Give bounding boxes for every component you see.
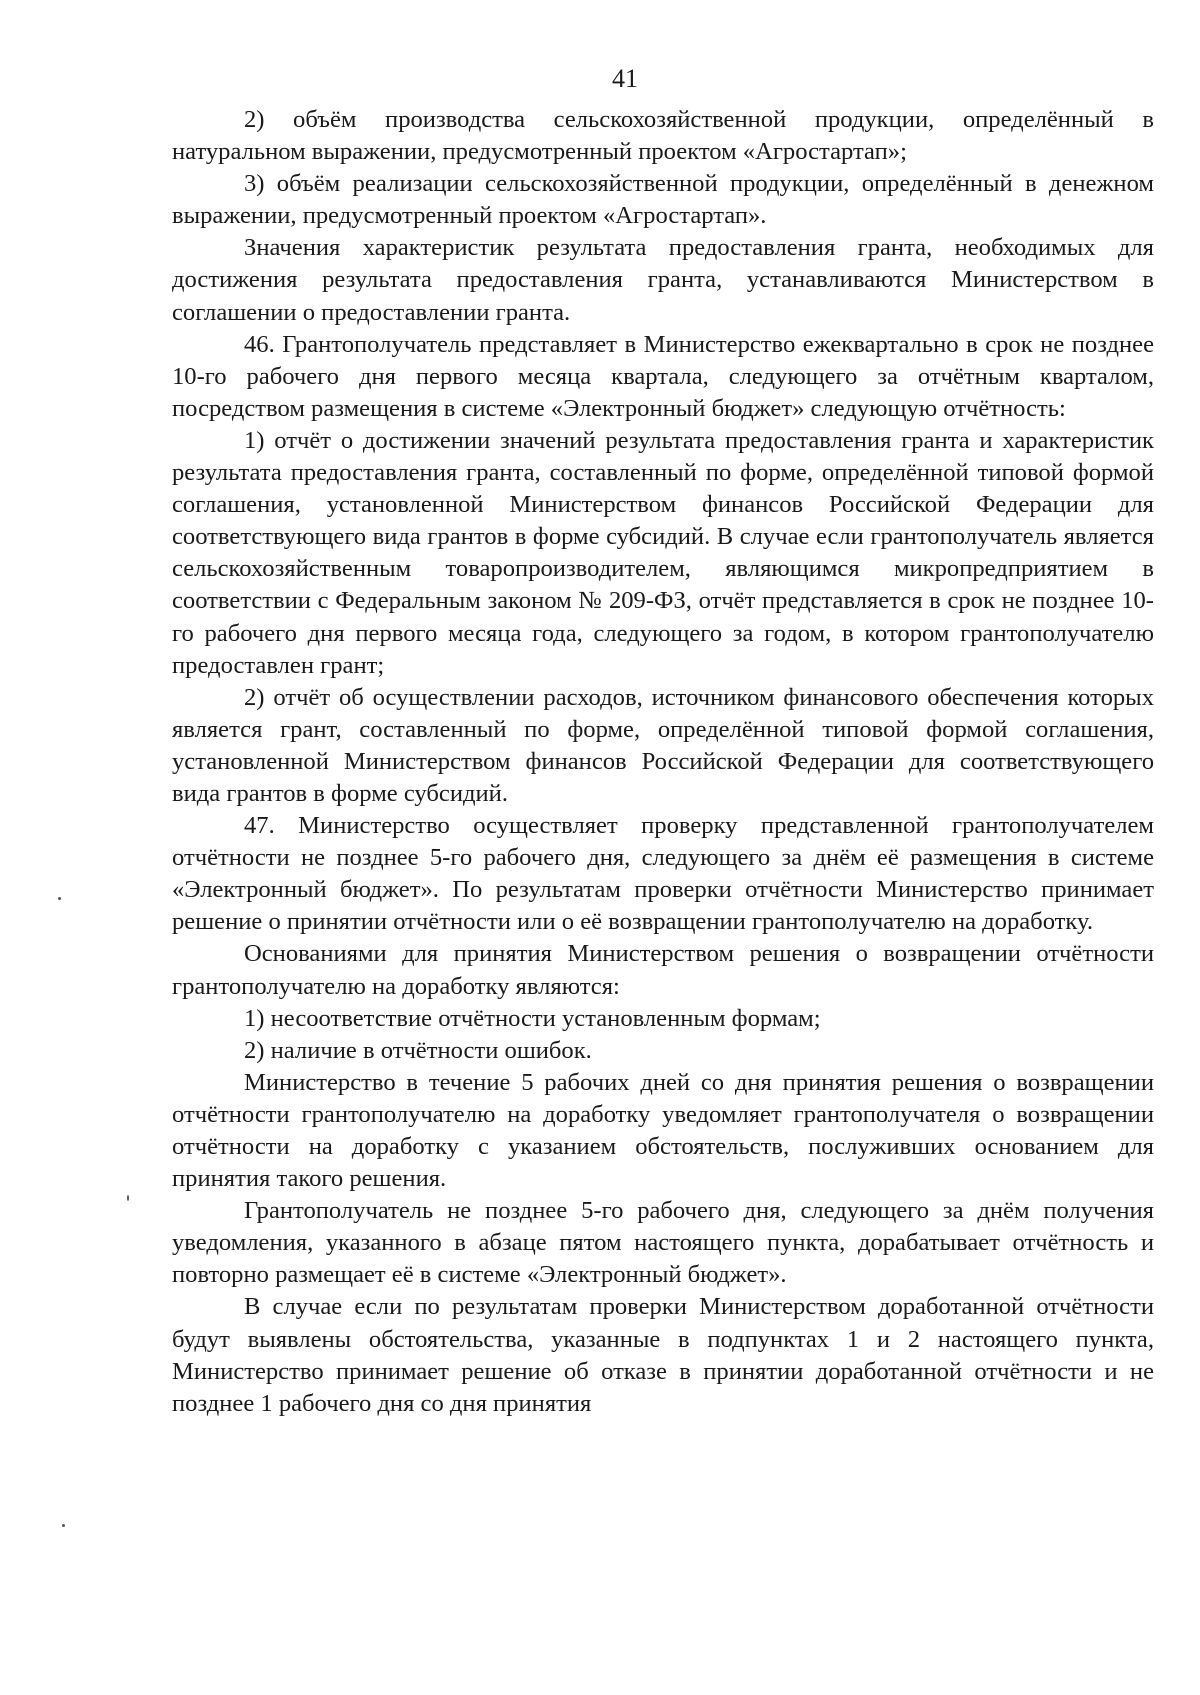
paragraph-ground-2: 2) наличие в отчётности ошибок. (244, 1036, 592, 1064)
paragraph-clause-46: 46. Грантополучатель представляет в Министерство ежеквартально в срок не позднее 10-го рабочего дня первого месяца квартала, следующего за отчётным кварталом, посредством размещения в системе «Электронный бюджет» следующую отчётность: (172, 330, 1154, 422)
scan-speck (127, 1195, 129, 1201)
paragraph-result-characteristics: Значения характеристик результата предоставления гранта, необходимых для достижения результата предоставления гранта, устанавливаются Министерством в соглашении о предоставлении гранта. (172, 234, 1154, 326)
paragraph-ministry-notification: Министерство в течение 5 рабочих дней со дня принятия решения о возвращении отчётности грантополучателю на доработку уведомляет грантополучателя о возвращении отчётности на доработку с указанием обстоятельств, послуживших основанием для принятия такого решения. (172, 1068, 1154, 1193)
paragraph-clause-47: 47. Министерство осуществляет проверку представленной грантополучателем отчётности не позднее 5-го рабочего дня, следующего за днём её размещения в системе «Электронный бюджет». По результатам проверки отчётности Министерство принимает решение о принятии отчётности или о её возвращении грантополучателю на доработку. (172, 812, 1154, 936)
paragraph-clause-46-item-1: 1) отчёт о достижении значений результата предоставления гранта и характеристик результата предоставления гранта, составленный по форме, определённой типовой формой соглашения, установленной Министерством финансов Российской Федерации для соответствующего вида грантов в форме субсидий. В случае если грантополучатель является сельскохозяйственным товаропроизводителем, являющимся микропредприятием в соответствии с Федеральным законом № 209-ФЗ, отчёт представляется в срок не позднее 10-го рабочего дня первого месяца года, следующего за годом, в котором грантополучателю предоставлен грант; (172, 426, 1154, 679)
paragraph-item-2-production-volume: 2) объём производства сельскохозяйственной продукции, определённый в натуральном выражении, предусмотренный проектом «Агростартап»; (172, 106, 1154, 166)
page-number: 41 (612, 64, 638, 93)
paragraph-item-3-sales-volume: 3) объём реализации сельскохозяйственной продукции, определённый в денежном выражении, предусмотренный проектом «Агростартап». (172, 170, 1154, 230)
paragraph-refusal: В случае если по результатам проверки Министерством доработанной отчётности будут выявлены обстоятельства, указанные в подпунктах 1 и 2 настоящего пункта, Министерство принимает решение об отказе в принятии доработанной отчётности и не позднее 1 рабочего дня со дня принятия (172, 1293, 1154, 1417)
paragraph-clause-46-item-2: 2) отчёт об осуществлении расходов, источником финансового обеспечения которых является грант, составленный по форме, определённой типовой формой соглашения, установленной Министерством финансов Российской Федерации для соответствующего вида грантов в форме субсидий. (172, 683, 1154, 807)
scan-speck (58, 897, 61, 900)
paragraph-recipient-resubmission: Грантополучатель не позднее 5-го рабочего дня, следующего за днём получения уведомления, указанного в абзаце пятом настоящего пункта, дорабатывает отчётность и повторно размещает её в системе «Электронный бюджет». (172, 1197, 1154, 1289)
paragraph-ground-1: 1) несоответствие отчётности установленным формам; (244, 1004, 821, 1032)
document-body (172, 104, 1154, 1420)
scan-speck (62, 1524, 65, 1527)
paragraph-return-grounds: Основаниями для принятия Министерством решения о возвращении отчётности грантополучателю на доработку являются: (172, 940, 1154, 1000)
